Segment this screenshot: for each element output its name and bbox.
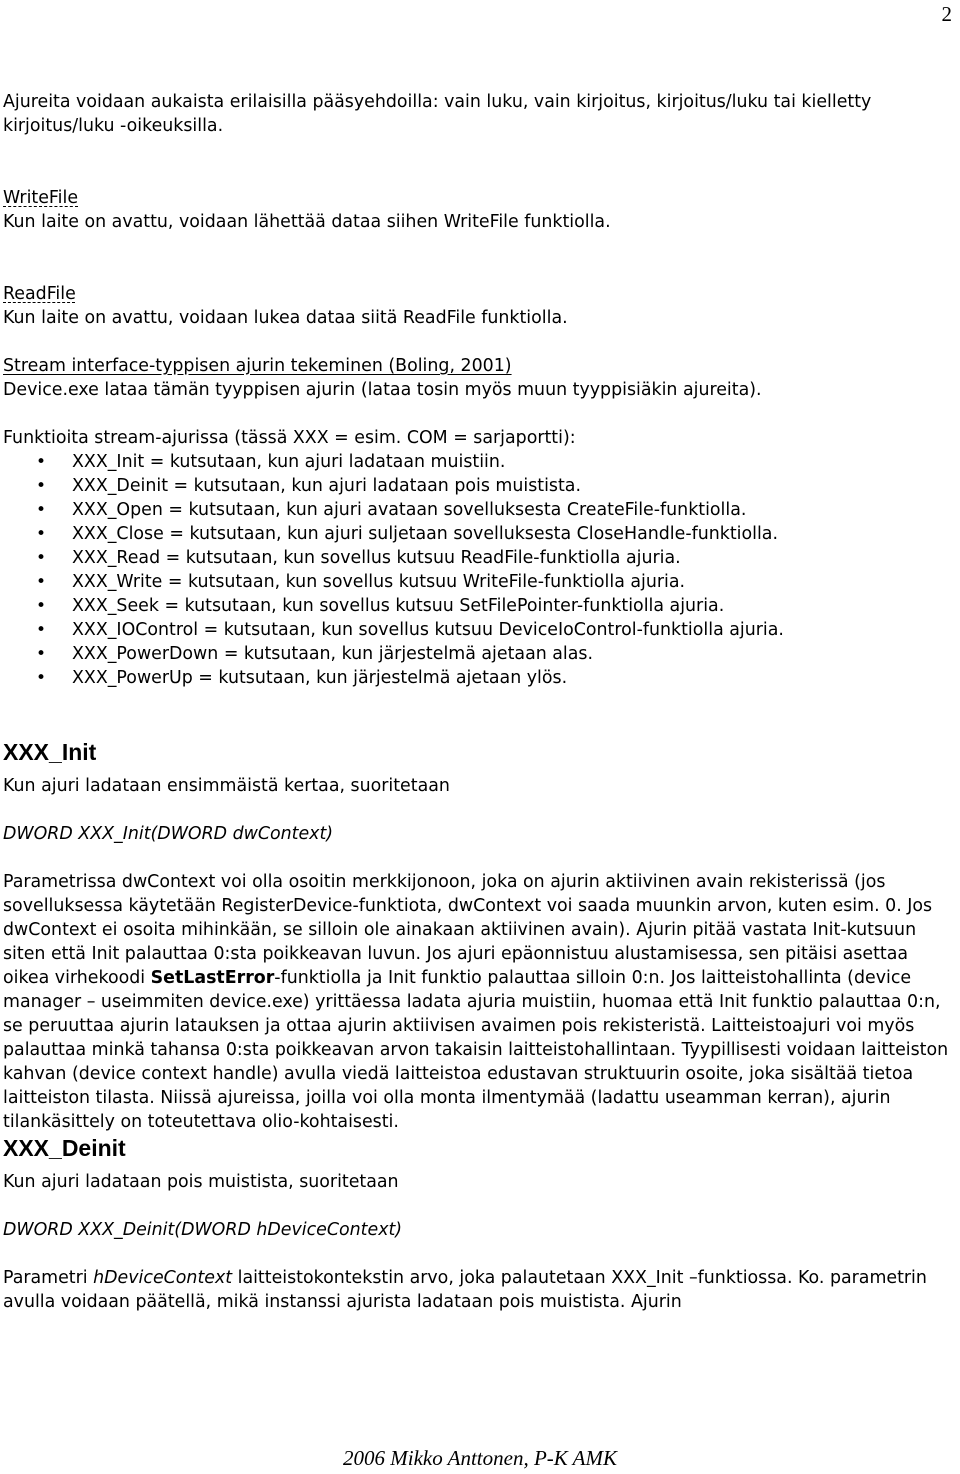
stream-section (3, 354, 953, 402)
init-description: Parametrissa dwContext voi olla osoitin merkkijonoon, joka on ajurin aktiivinen avain rekisterissä (jos sovelluksessa käytetään RegisterDevice-funktiota, dwContext voi saada muunkin arvon, kuten esim. 0. Jos dwContext ei osoita mihinkään, se silloin ole ainakaan aktiivinen avain). Ajurin pitää vastata Init-kutsuun siten että Init palauttaa 0:sta poikkeavan luvun. Jos ajuri epäonnistuu alustamisessa, sen pitäisi asettaa oikea virhekoodi SetLastError-funktiolla ja Init funktio palauttaa silloin 0:n. Jos laitteistohallinta (device manager – useimmiten device.exe) yrittäessa ladata ajuria muistiin, huomaa että Init funktio palauttaa 0:n, se peruuttaa ajurin latauksen ja ottaa ajurin aktiivisen avaimen pois rekisteristä. Laitteistoajuri voi myös palauttaa minkä tahansa 0:sta poikkeavan arvon takaisin laitteistohallintaan. Tyypillisesti voidaan laitteiston kahvan (device context handle) avulla viedä laitteistoa edustavan struktuurin osoite, joka sisältää tietoa laitteiston tilasta. Niissä ajureissa, joilla voi olla monta ilmentymää (ladattu useamman kerran), ajurin tilankäsittely on toteutettava olio-kohtaisesti. (3, 872, 949, 1132)
deinit-description: Parametri hDeviceContext laitteistokontekstin arvo, joka palautetaan XXX_Init –funktiossa. Ko. parametrin avulla voidaan päätellä, mikä instanssi ajurista ladataan pois muistista. Ajurin (3, 1268, 927, 1312)
list-item: • XXX_Init = kutsutaan, kun ajuri ladataan muistiin. (36, 452, 506, 472)
page-number: 2 (941, 2, 952, 26)
setlasterror-term: SetLastError (150, 968, 275, 988)
list-item: • XXX_Write = kutsutaan, kun sovellus kutsuu WriteFile-funktiolla ajuria. (36, 572, 686, 592)
bullet-icon: • (36, 572, 47, 592)
bullet-icon: • (36, 620, 47, 640)
intro-paragraph: Ajureita voidaan aukaista erilaisilla pääsyehdoilla: vain luku, vain kirjoitus, kirjoitus/luku tai kielletty kirjoitus/luku -oikeuksilla. (3, 92, 872, 136)
deinit-lead: Kun ajuri ladataan pois muistista, suoritetaan (3, 1172, 399, 1192)
init-heading: XXX_Init (3, 739, 97, 765)
page-footer: 2006 Mikko Anttonen, P-K AMK (343, 1446, 617, 1470)
readfile-text: Kun laite on avattu, voidaan lukea dataa siitä ReadFile funktiolla. (3, 308, 568, 328)
list-item: • XXX_PowerDown = kutsutaan, kun järjestelmä ajetaan alas. (36, 644, 594, 664)
bullet-icon: • (36, 668, 47, 688)
bullet-icon: • (36, 548, 47, 568)
bullet-icon: • (36, 452, 47, 472)
writefile-section (3, 186, 953, 234)
readfile-heading: ReadFile (3, 284, 76, 304)
writefile-text: Kun laite on avattu, voidaan lähettää dataa siihen WriteFile funktiolla. (3, 212, 611, 232)
stream-heading: Stream interface-typpisen ajurin tekeminen (Boling, 2001) (3, 356, 512, 376)
functions-list (3, 450, 953, 690)
list-item: • XXX_PowerUp = kutsutaan, kun järjestelmä ajetaan ylös. (36, 668, 568, 688)
list-item: • XXX_Read = kutsutaan, kun sovellus kutsuu ReadFile-funktiolla ajuria. (36, 548, 681, 568)
hdevicecontext-term: hDeviceContext (93, 1268, 233, 1288)
stream-text: Device.exe lataa tämän tyyppisen ajurin (lataa tosin myös muun tyyppisiäkin ajureita). (3, 380, 762, 400)
list-item: • XXX_Close = kutsutaan, kun ajuri suljetaan sovelluksesta CloseHandle-funktiolla. (36, 524, 778, 544)
bullet-icon: • (36, 524, 47, 544)
document-body (3, 90, 953, 1314)
deinit-heading: XXX_Deinit (3, 1135, 126, 1161)
functions-section (3, 426, 953, 690)
list-item: • XXX_Seek = kutsutaan, kun sovellus kutsuu SetFilePointer-funktiolla ajuria. (36, 596, 725, 616)
list-item: • XXX_IOControl = kutsutaan, kun sovellus kutsuu DeviceIoControl-funktiolla ajuria. (36, 620, 784, 640)
bullet-icon: • (36, 476, 47, 496)
bullet-icon: • (36, 596, 47, 616)
init-lead: Kun ajuri ladataan ensimmäistä kertaa, suoritetaan (3, 776, 450, 796)
bullet-icon: • (36, 644, 47, 664)
init-signature: DWORD XXX_Init(DWORD dwContext) (3, 824, 334, 844)
functions-intro: Funktioita stream-ajurissa (tässä XXX = esim. COM = sarjaportti): (3, 428, 576, 448)
deinit-signature: DWORD XXX_Deinit(DWORD hDeviceContext) (3, 1220, 403, 1240)
writefile-heading: WriteFile (3, 188, 79, 208)
readfile-section (3, 282, 953, 330)
bullet-icon: • (36, 500, 47, 520)
list-item: • XXX_Open = kutsutaan, kun ajuri avataan sovelluksesta CreateFile-funktiolla. (36, 500, 747, 520)
list-item: • XXX_Deinit = kutsutaan, kun ajuri ladataan pois muistista. (36, 476, 581, 496)
